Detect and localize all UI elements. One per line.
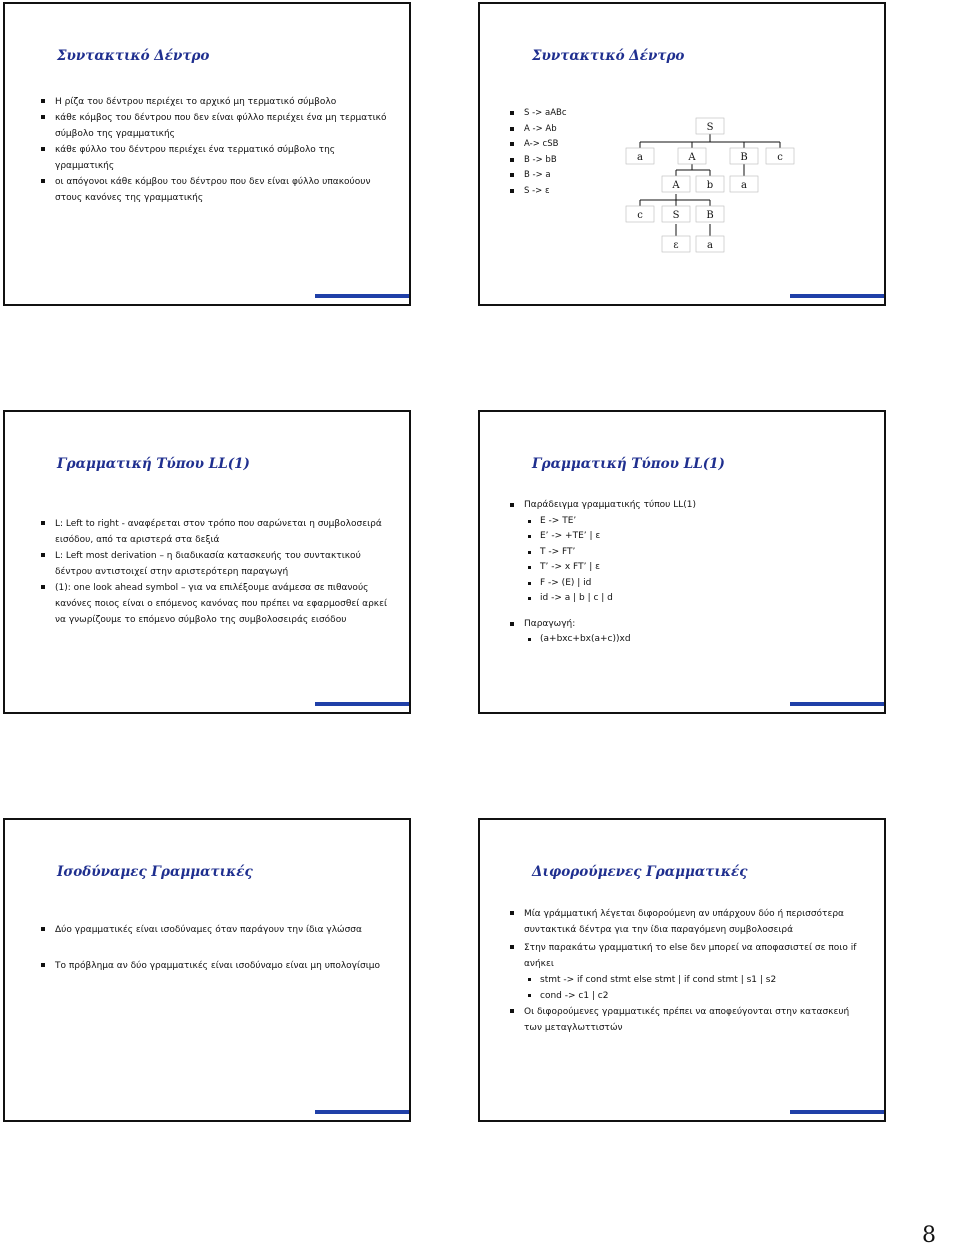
accent-bar <box>790 294 884 298</box>
list-item: (a+bxc+bx(a+c))xd <box>510 632 870 648</box>
accent-bar <box>315 294 409 298</box>
list-item: Δύο γραμματικές είναι ισοδύναμες όταν παράγουν την ίδια γλώσσα <box>41 922 395 938</box>
bullet-list <box>41 516 395 628</box>
list-item: cond -> c1 | c2 <box>510 988 870 1004</box>
list-item: Παράδειγμα γραμματικής τύπου LL(1) <box>510 498 870 514</box>
tree-node: S <box>706 122 714 133</box>
syntax-tree <box>604 112 844 262</box>
list-item: id -> a | b | c | d <box>510 591 870 607</box>
bullet-list <box>510 906 870 1036</box>
list-item: S -> ε <box>510 184 600 200</box>
slide-4 <box>478 410 886 714</box>
slide-3 <box>3 410 411 714</box>
accent-bar <box>315 1110 409 1114</box>
tree-node: B <box>706 210 714 221</box>
tree-node: a <box>707 240 713 251</box>
list-item: S -> aABc <box>510 106 600 122</box>
bullet-list <box>41 922 395 974</box>
list-item: Παραγωγή: <box>510 617 870 633</box>
accent-bar <box>315 702 409 706</box>
list-item: stmt -> if cond stmt else stmt | if cond stmt | s1 | s2 <box>510 972 870 988</box>
slide-title: Συντακτικό Δέντρο <box>532 48 685 64</box>
list-item: Στην παρακάτω γραμματική το else δεν μπορεί να αποφασιστεί σε ποιο if ανήκει <box>510 940 870 972</box>
list-item: A -> Ab <box>510 122 600 138</box>
tree-node: a <box>741 180 747 191</box>
slide-title: Ισοδύναμες Γραμματικές <box>57 864 253 880</box>
tree-node: A <box>672 180 680 191</box>
accent-bar <box>790 1110 884 1114</box>
bullet-list <box>41 94 395 206</box>
list-item: L: Left to right - αναφέρεται στον τρόπο που σαρώνεται η συμβολοσειρά εισόδου, από τα αριστερά στα δεξιά <box>41 516 395 548</box>
slide-title: Γραμματική Τύπου LL(1) <box>57 456 250 472</box>
slide-2 <box>478 2 886 306</box>
list-item: F -> (E) | id <box>510 576 870 592</box>
slide-title: Γραμματική Τύπου LL(1) <box>532 456 725 472</box>
list-item: Μία γράμματική λέγεται διφορούμενη αν υπάρχουν δύο ή περισσότερα συντακτικά δέντρα για την ίδια παραγόμενη συμβολοσειρά <box>510 906 870 938</box>
page-number: 8 <box>922 1223 936 1248</box>
tree-node: B <box>740 152 748 163</box>
tree-node: S <box>672 210 680 221</box>
list-item: οι απόγονοι κάθε κόμβου του δέντρου που δεν είναι φύλλο υπακούουν στους κανόνες της γραμματικής <box>41 174 395 206</box>
tree-node: b <box>706 180 714 191</box>
slide-6 <box>478 818 886 1122</box>
list-item: (1): one look ahead symbol – για να επιλέξουμε ανάμεσα σε πιθανούς κανόνες ποιος είναι ο επόμενος κανόνας που πρέπει να εφαρμοσθεί αρκεί να γνωρίζουμε το επόμενο σύμβολο της συμβολοσειράς εισόδου <box>41 580 395 628</box>
list-item: T’ -> x FT’ | ε <box>510 560 870 576</box>
slide-5 <box>3 818 411 1122</box>
slide-title: Διφορούμενες Γραμματικές <box>532 864 748 880</box>
accent-bar <box>790 702 884 706</box>
slide-1 <box>3 2 411 306</box>
list-item: E’ -> +TE’ | ε <box>510 529 870 545</box>
tree-node: c <box>637 210 643 221</box>
list-item: L: Left most derivation – η διαδικασία κατασκευής του συντακτικού δέντρου αντιστοιχεί στην αριστερότερη παραγωγή <box>41 548 395 580</box>
list-item: κάθε φύλλο του δέντρου περιέχει ένα τερματικό σύμβολο της γραμματικής <box>41 142 395 174</box>
list-item: E -> TE’ <box>510 514 870 530</box>
list-item: B -> bB <box>510 153 600 169</box>
list-item: T -> FT’ <box>510 545 870 561</box>
tree-node: ε <box>673 240 679 251</box>
slide-title: Συντακτικό Δέντρο <box>57 48 210 64</box>
grammar-rules <box>510 106 600 199</box>
list-item: B -> a <box>510 168 600 184</box>
tree-node: c <box>777 152 783 163</box>
list-item: Οι διφορούμενες γραμματικές πρέπει να αποφεύγονται στην κατασκευή των μεταγλωττιστών <box>510 1004 870 1036</box>
list-item: Το πρόβλημα αν δύο γραμματικές είναι ισοδύναμο είναι μη υπολογίσιμο <box>41 958 395 974</box>
list-item: A-> cSB <box>510 137 600 153</box>
list-item: κάθε κόμβος του δέντρου που δεν είναι φύλλο περιέχει ένα μη τερματικό σύμβολο της γραμματικής <box>41 110 395 142</box>
tree-node: A <box>688 152 696 163</box>
bullet-list <box>510 498 870 648</box>
tree-node: a <box>637 152 643 163</box>
list-item: Η ρίζα του δέντρου περιέχει το αρχικό μη τερματικό σύμβολο <box>41 94 395 110</box>
